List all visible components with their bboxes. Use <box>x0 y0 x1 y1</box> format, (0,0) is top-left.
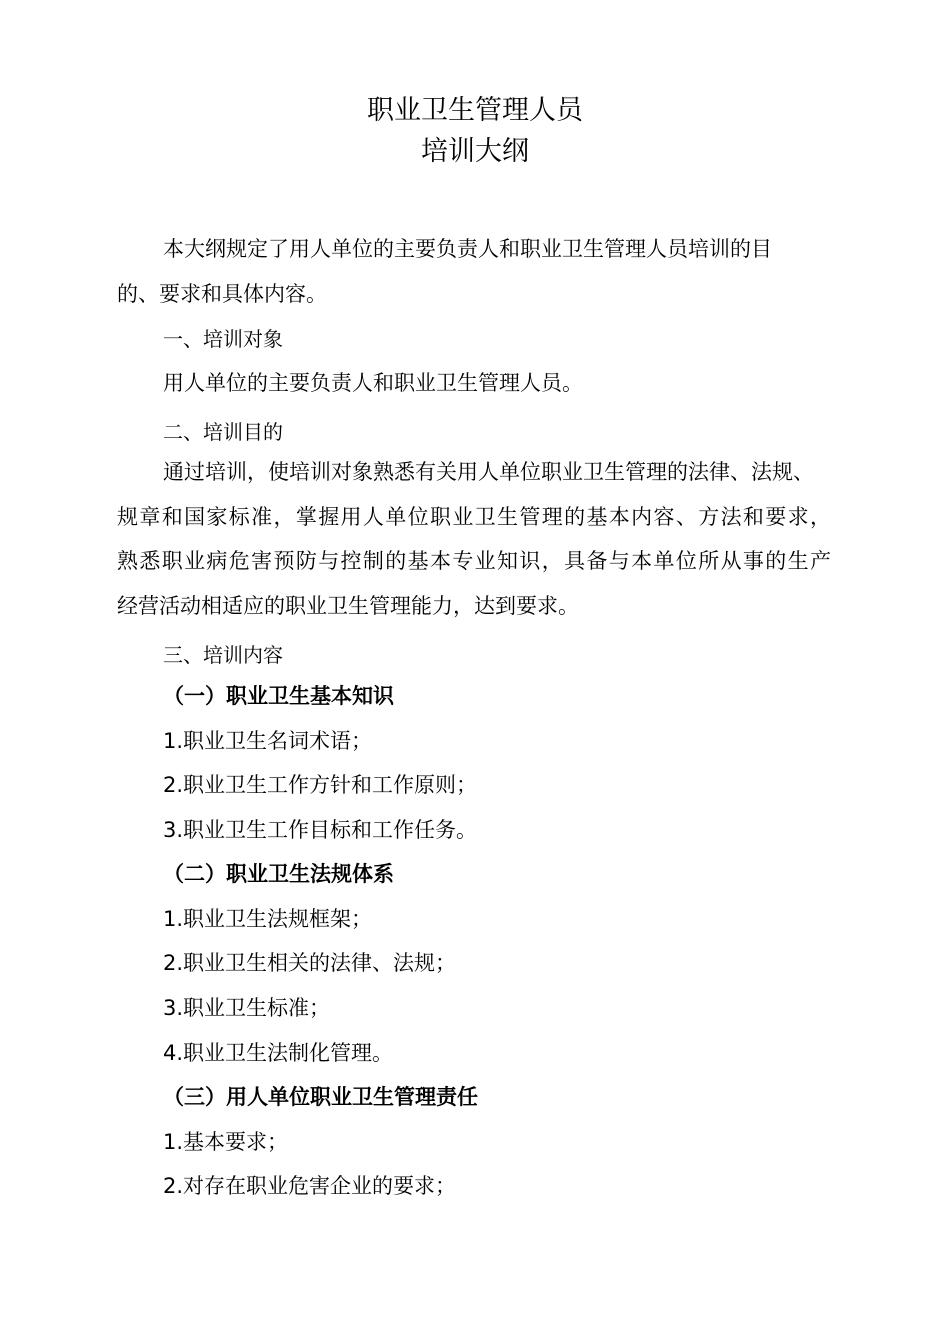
part1-item1: 1.职业卫生名词术语； <box>163 729 373 753</box>
part2-heading: （二）职业卫生法规体系 <box>163 862 394 886</box>
section1-text: 用人单位的主要负责人和职业卫生管理人员。 <box>163 371 583 395</box>
section3-heading: 三、培训内容 <box>163 643 283 667</box>
part2-item2: 2.职业卫生相关的法律、法规； <box>163 951 457 975</box>
intro-paragraph-line2: 的、要求和具体内容。 <box>117 282 327 306</box>
section2-heading: 二、培训目的 <box>163 420 283 444</box>
part1-item2: 2.职业卫生工作方针和工作原则； <box>163 773 478 797</box>
section2-paragraph-line4: 经营活动相适应的职业卫生管理能力，达到要求。 <box>117 594 579 618</box>
section2-paragraph-line3: 熟悉职业病危害预防与控制的基本专业知识，具备与本单位所从事的生产 <box>117 549 831 573</box>
part1-heading: （一）职业卫生基本知识 <box>163 684 394 708</box>
document-title-line1: 职业卫生管理人员 <box>367 95 583 126</box>
section1-heading: 一、培训对象 <box>163 327 283 351</box>
document-title-line2: 培训大纲 <box>421 136 529 167</box>
part3-item2: 2.对存在职业危害企业的要求； <box>163 1174 457 1198</box>
section2-paragraph-line2: 规章和国家标准，掌握用人单位职业卫生管理的基本内容、方法和要求， <box>117 505 831 529</box>
part3-heading: （三）用人单位职业卫生管理责任 <box>163 1085 478 1109</box>
section2-paragraph-line1: 通过培训，使培训对象熟悉有关用人单位职业卫生管理的法律、法规、 <box>163 460 814 484</box>
part2-item1: 1.职业卫生法规框架； <box>163 907 373 931</box>
part3-item1: 1.基本要求； <box>163 1130 289 1154</box>
part2-item3: 3.职业卫生标准； <box>163 996 331 1020</box>
intro-paragraph-line1: 本大纲规定了用人单位的主要负责人和职业卫生管理人员培训的目 <box>163 237 772 261</box>
part1-item3: 3.职业卫生工作目标和工作任务。 <box>163 818 478 842</box>
part2-item4: 4.职业卫生法制化管理。 <box>163 1041 394 1065</box>
